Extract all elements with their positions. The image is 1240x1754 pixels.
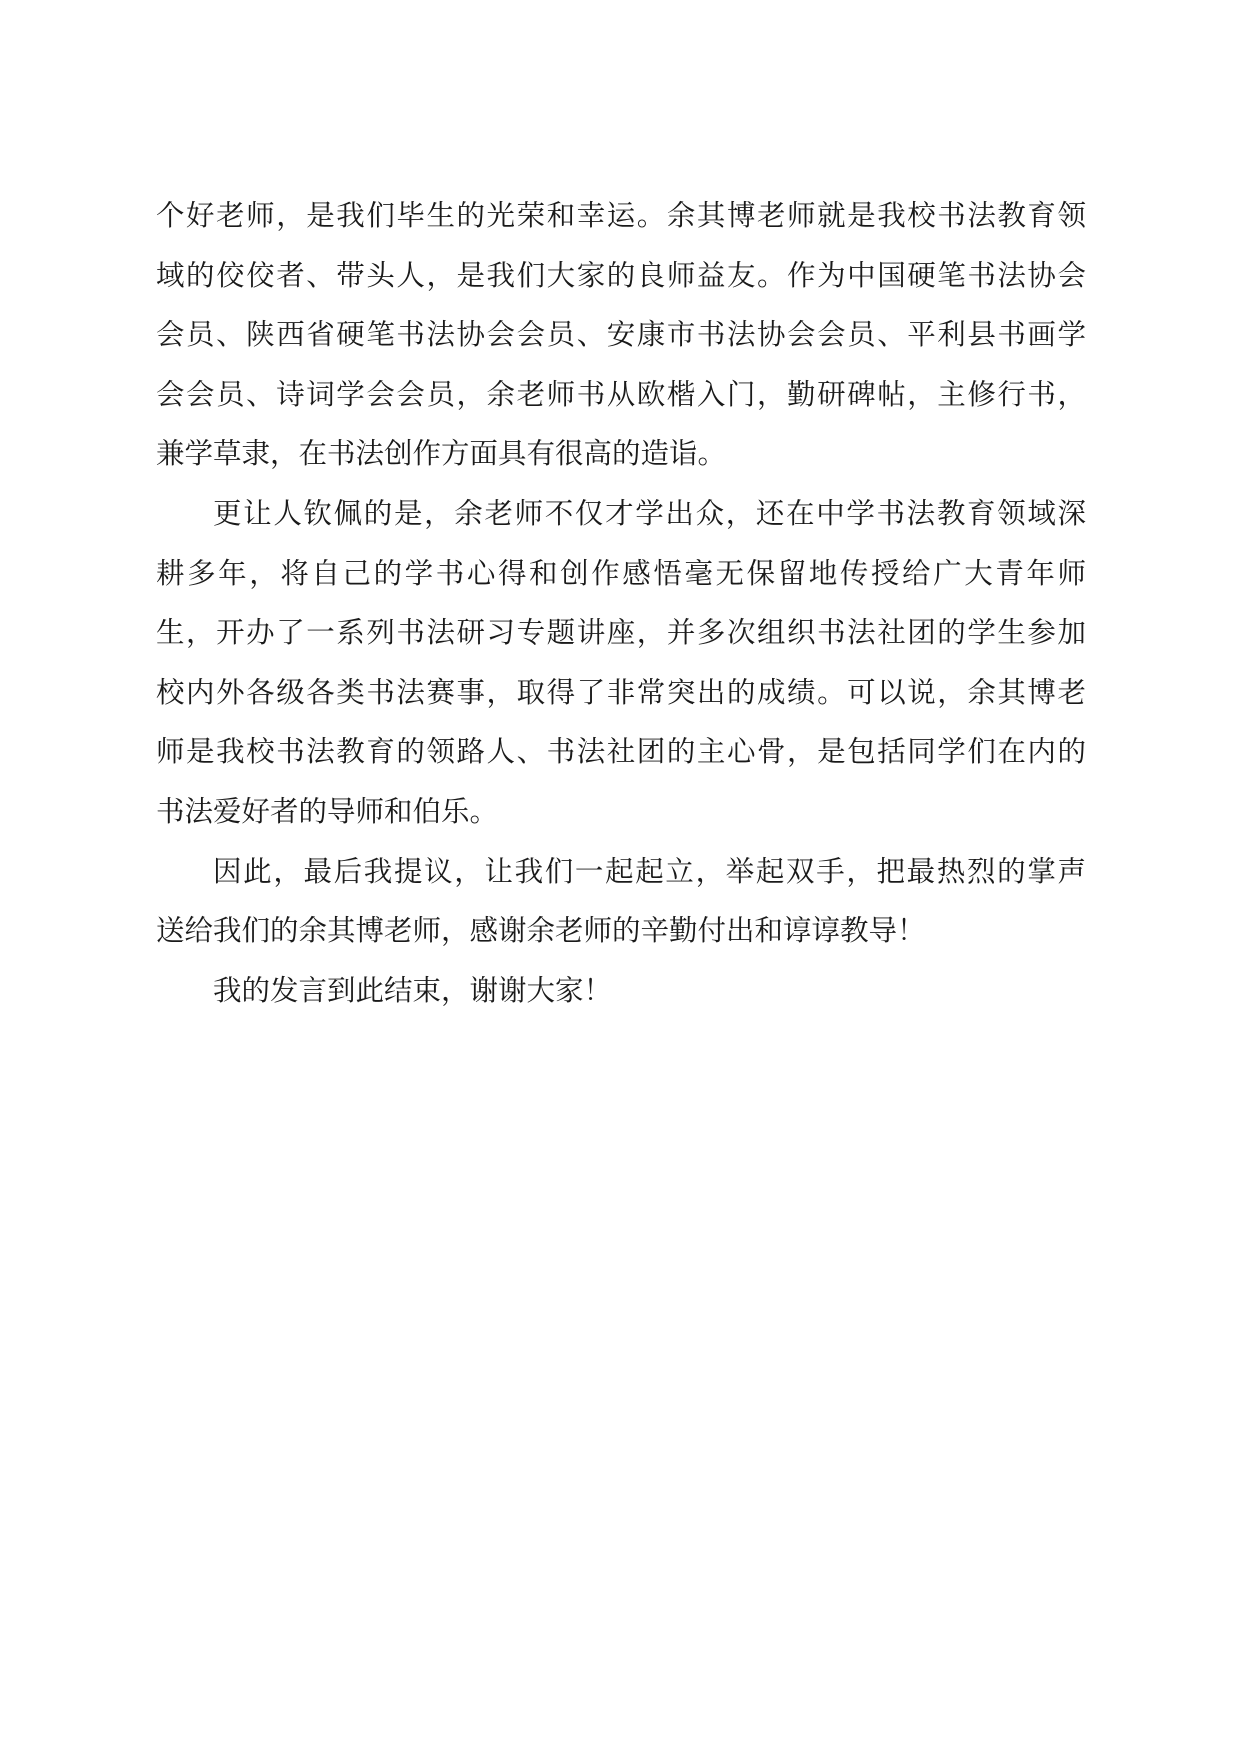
text-line: 会会员、诗词学会会员，余老师书从欧楷入门，勤研碑帖，主修行书， — [156, 377, 1086, 411]
text-line: 师是我校书法教育的领路人、书法社团的主心骨，是包括同学们在内的 — [156, 735, 1086, 769]
text-line: 域的佼佼者、带头人，是我们大家的良师益友。作为中国硬笔书法协会 — [156, 258, 1086, 292]
text-line: 因此，最后我提议，让我们一起起立，举起双手，把最热烈的掌声 — [213, 854, 1086, 888]
text-line: 送给我们的余其博老师，感谢余老师的辛勤付出和谆谆教导！ — [156, 914, 926, 948]
text-line: 书法爱好者的导师和伯乐。 — [156, 794, 499, 828]
paragraph — [156, 842, 1086, 961]
text-line: 生，开办了一系列书法研习专题讲座，并多次组织书法社团的学生参加 — [156, 616, 1086, 650]
text-line: 个好老师，是我们毕生的光荣和幸运。余其博老师就是我校书法教育领 — [156, 199, 1086, 232]
text-line: 我的发言到此结束，谢谢大家！ — [213, 973, 613, 1007]
text-line: 更让人钦佩的是，余老师不仅才学出众，还在中学书法教育领域深 — [213, 496, 1086, 530]
body-text — [156, 186, 1086, 1020]
text-line: 校内外各级各类书法赛事，取得了非常突出的成绩。可以说，余其博老 — [156, 675, 1086, 709]
text-line: 会员、陕西省硬笔书法协会会员、安康市书法协会会员、平利县书画学 — [156, 318, 1086, 352]
text-line: 兼学草隶，在书法创作方面具有很高的造诣。 — [156, 437, 727, 471]
paragraph — [156, 961, 1086, 1021]
paragraph — [156, 186, 1086, 484]
paragraph — [156, 484, 1086, 842]
text-line: 耕多年，将自己的学书心得和创作感悟毫无保留地传授给广大青年师 — [156, 556, 1086, 590]
